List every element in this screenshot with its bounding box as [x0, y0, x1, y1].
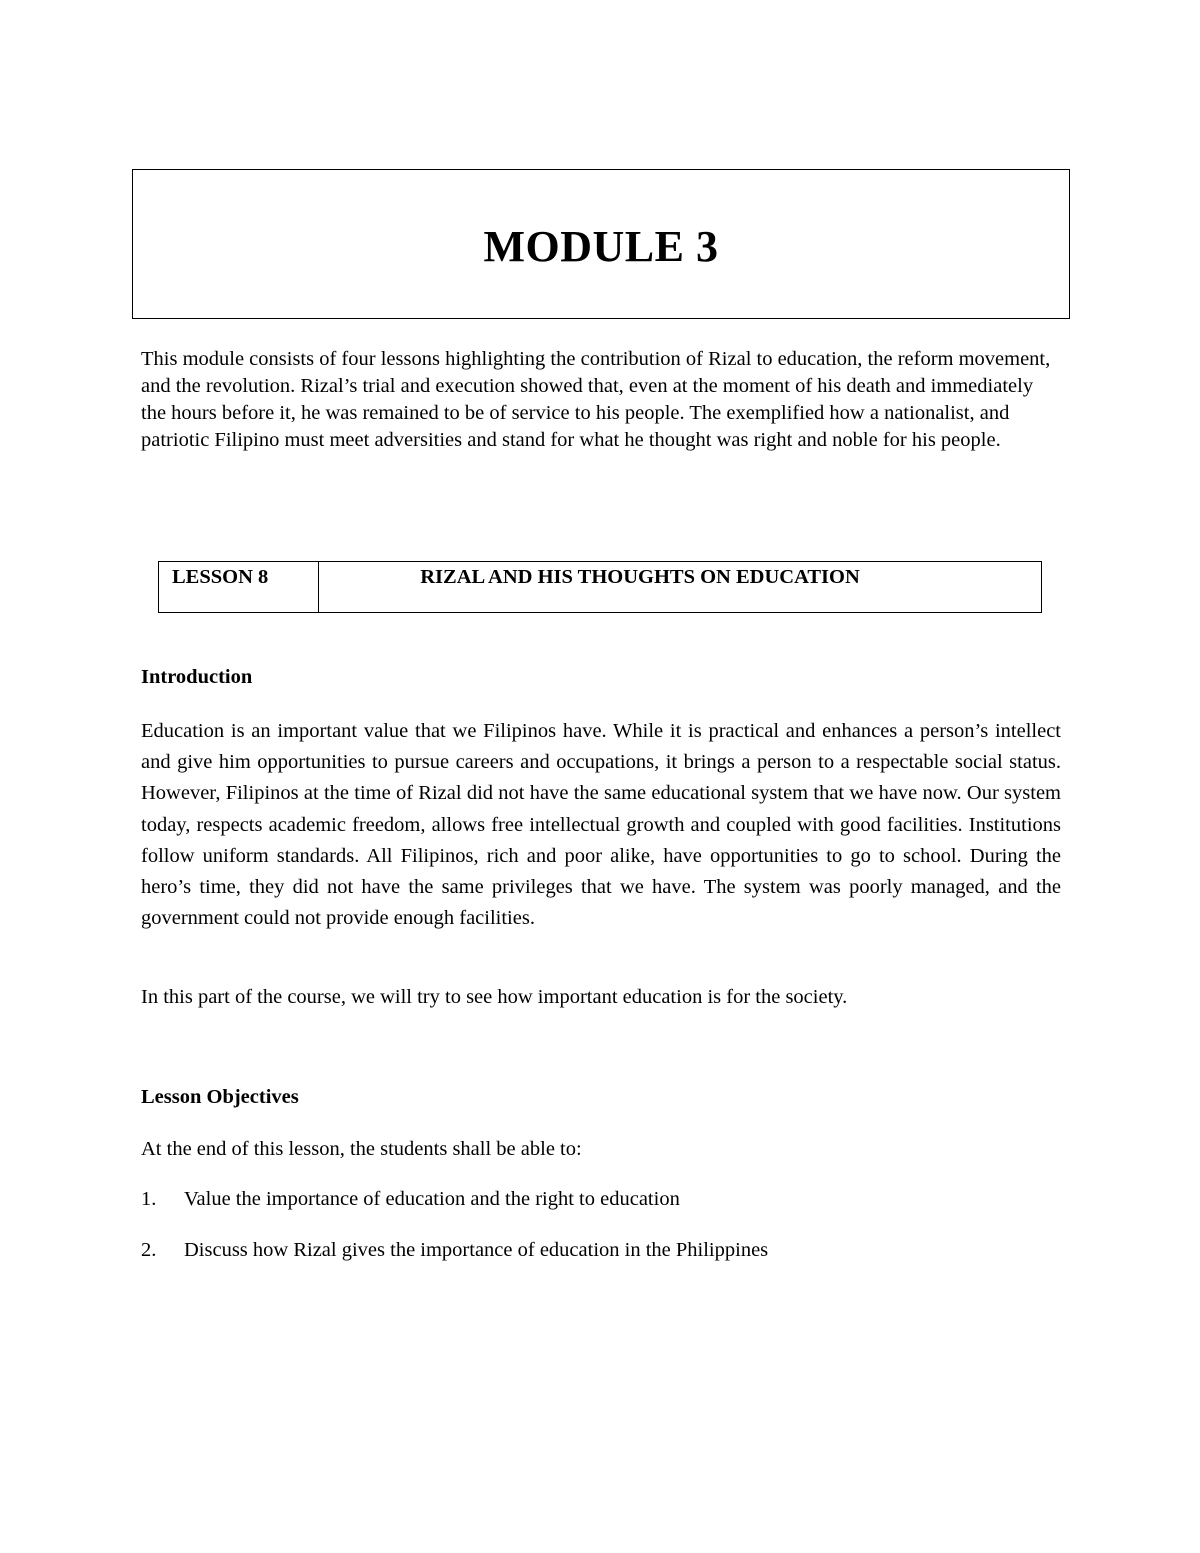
objective-item: [141, 1239, 768, 1262]
introduction-heading: Introduction: [141, 666, 253, 688]
lesson-header-table: [158, 561, 1042, 613]
objectives-heading: Lesson Objectives: [141, 1086, 299, 1108]
objectives-lead: At the end of this lesson, the students shall be able to:: [141, 1138, 582, 1160]
objective-text: Value the importance of education and the right to education: [184, 1188, 680, 1210]
lesson-number: LESSON 8: [159, 562, 319, 612]
module-intro-paragraph: This module consists of four lessons highlighting the contribution of Rizal to education, the reform movement, and the revolution. Rizal’s trial and execution showed that, even at the moment of his death and immediately the hours before it, he was remained to be of service to his people. The exemplified how a nationalist, and patriotic Filipino must meet adversities and stand for what he thought was right and noble for his people.: [141, 348, 1051, 451]
objective-text: Discuss how Rizal gives the importance of education in the Philippines: [184, 1239, 769, 1261]
objective-number: 1.: [141, 1188, 157, 1210]
module-title: MODULE 3: [483, 221, 719, 271]
objective-number: 2.: [141, 1239, 157, 1261]
introduction-closing: In this part of the course, we will try to see how important education is for the society.: [141, 986, 848, 1008]
module-title-box: [132, 169, 1070, 319]
lesson-title: RIZAL AND HIS THOUGHTS ON EDUCATION: [420, 566, 860, 588]
objective-item: [141, 1188, 680, 1211]
introduction-paragraph: Education is an important value that we Filipinos have. While it is practical and enhances a person’s intellect and give him opportunities to pursue careers and occupations, it brings a person to a respectable social status. However, Filipinos at the time of Rizal did not have the same educational system that we have now. Our system today, respects academic freedom, allows free intellectual growth and coupled with good facilities. Institutions follow uniform standards. All Filipinos, rich and poor alike, have opportunities to go to school. During the hero’s time, they did not have the same privileges that we have. The system was poorly managed, and the government could not provide enough facilities.: [141, 720, 1061, 930]
